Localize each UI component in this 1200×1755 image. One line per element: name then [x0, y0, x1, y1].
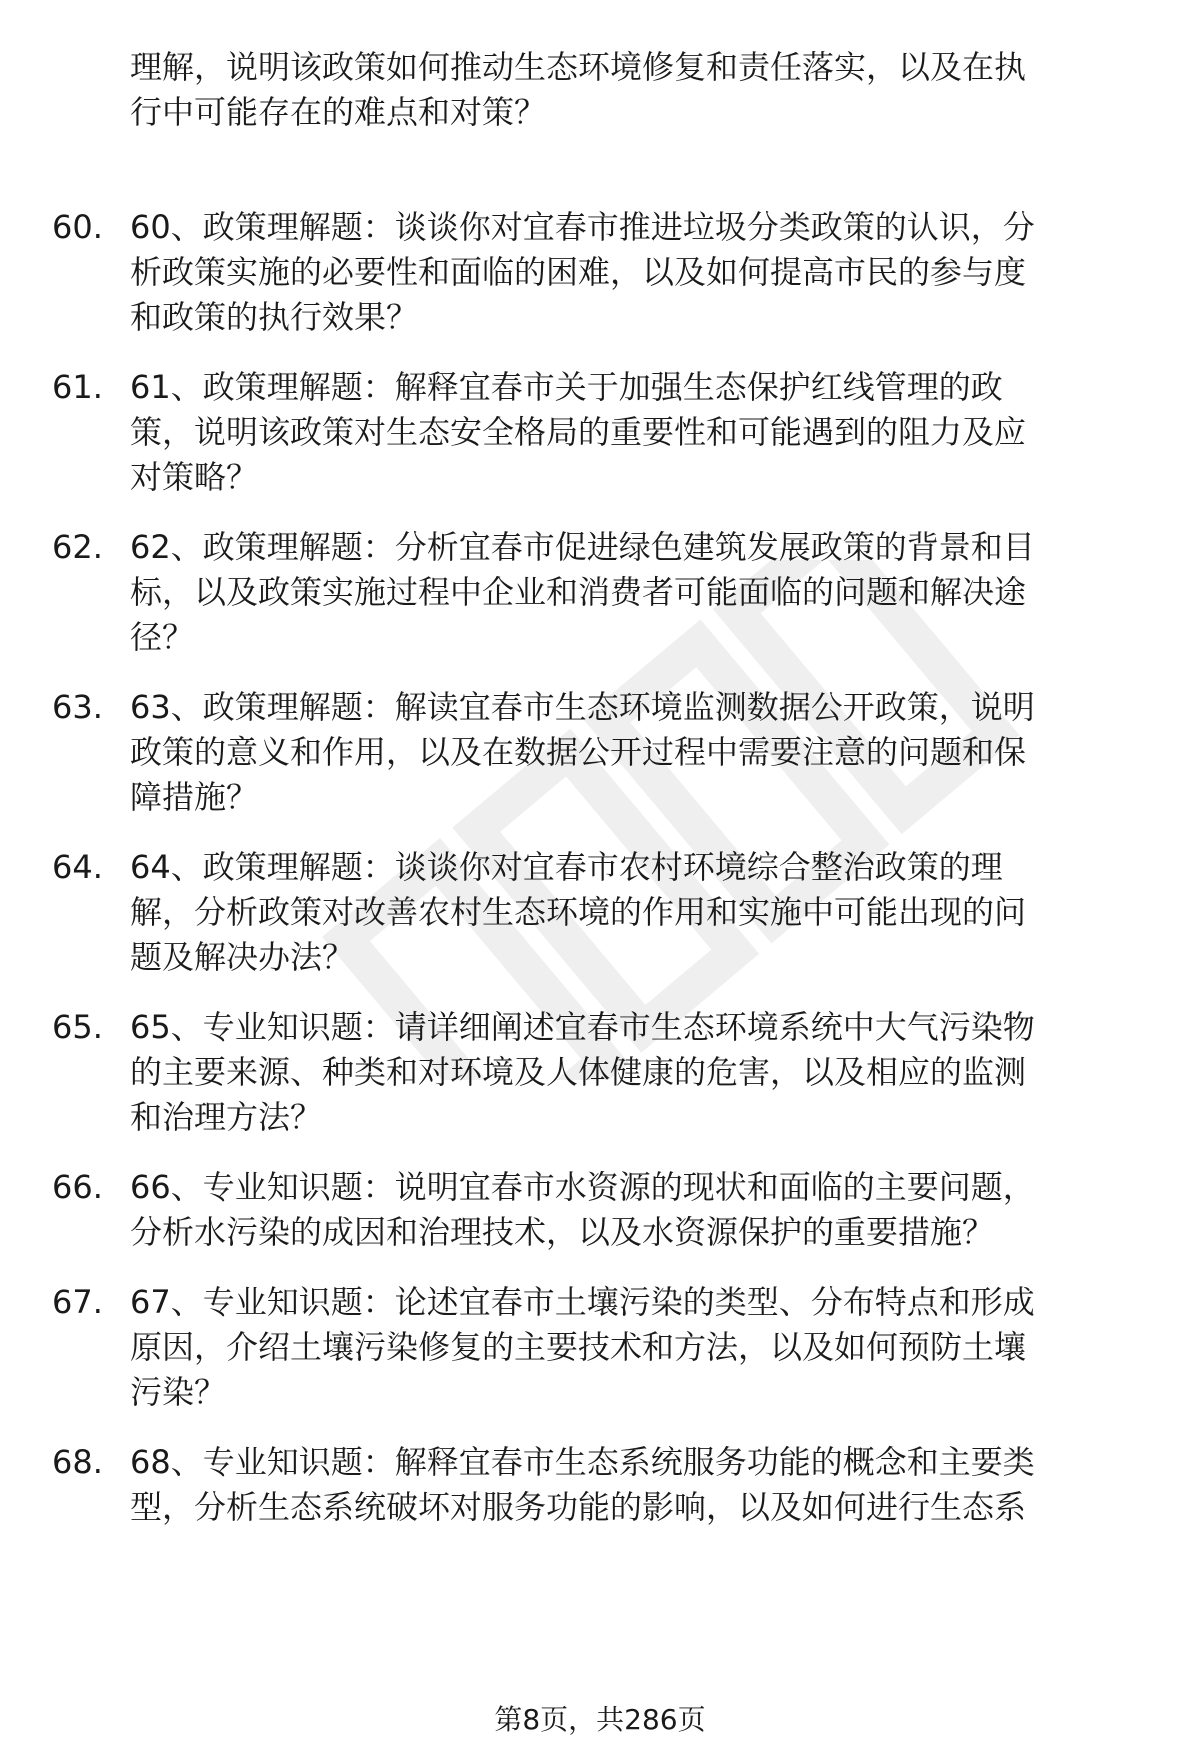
- question-text-line: 政策的意义和作用，以及在数据公开过程中需要注意的问题和保: [130, 733, 1027, 771]
- question-text: [130, 1005, 1150, 1140]
- question-text-line: 63、政策理解题：解读宜春市生态环境监测数据公开政策，说明: [130, 688, 1035, 726]
- question-text-line: 污染？: [130, 1373, 227, 1411]
- question-text-line: 径？: [130, 618, 195, 656]
- question-text-line: 60、政策理解题：谈谈你对宜春市推进垃圾分类政策的认识，分: [130, 208, 1035, 246]
- question-text: [130, 1440, 1150, 1530]
- question-text-line: 对策略？: [130, 458, 259, 496]
- question-text: [130, 685, 1150, 820]
- question-number: 61.: [52, 368, 103, 406]
- question-text-line: 型，分析生态系统破坏对服务功能的影响，以及如何进行生态系: [130, 1488, 1027, 1526]
- question-text-line: 和政策的执行效果？: [130, 298, 419, 336]
- question-number: 65.: [52, 1008, 103, 1046]
- question-text-line: 析政策实施的必要性和面临的困难，以及如何提高市民的参与度: [130, 253, 1027, 291]
- question-number: 63.: [52, 688, 103, 726]
- question-text: [130, 205, 1150, 340]
- question-text-line: 和治理方法？: [130, 1098, 323, 1136]
- question-text-line: 策，说明该政策对生态安全格局的重要性和可能遇到的阻力及应: [130, 413, 1027, 451]
- question-text-line: 64、政策理解题：谈谈你对宜春市农村环境综合整治政策的理: [130, 848, 1003, 886]
- question-number: 60.: [52, 208, 103, 246]
- question-number: 64.: [52, 848, 103, 886]
- question-text-line: 标，以及政策实施过程中企业和消费者可能面临的问题和解决途: [130, 573, 1027, 611]
- question-text: [130, 45, 1150, 135]
- question-text-line: 62、政策理解题：分析宜春市促进绿色建筑发展政策的背景和目: [130, 528, 1035, 566]
- question-text-line: 61、政策理解题：解释宜春市关于加强生态保护红线管理的政: [130, 368, 1003, 406]
- question-number: 68.: [52, 1443, 103, 1481]
- question-text: [130, 365, 1150, 500]
- question-text-line: 理解，说明该政策如何推动生态环境修复和责任落实，以及在执: [130, 48, 1027, 86]
- question-text: [130, 845, 1150, 980]
- question-text: [130, 1165, 1150, 1255]
- question-text-line: 解，分析政策对改善农村生态环境的作用和实施中可能出现的问: [130, 893, 1027, 931]
- page-number: 第8页，共286页: [494, 1703, 706, 1736]
- question-text-line: 障措施？: [130, 778, 259, 816]
- page-footer: [0, 1700, 1200, 1740]
- question-text-line: 题及解决办法？: [130, 938, 355, 976]
- question-text-line: 的主要来源、种类和对环境及人体健康的危害，以及相应的监测: [130, 1053, 1027, 1091]
- question-text-line: 行中可能存在的难点和对策？: [130, 93, 547, 131]
- question-text-line: 65、专业知识题：请详细阐述宜春市生态环境系统中大气污染物: [130, 1008, 1035, 1046]
- question-text-line: 68、专业知识题：解释宜春市生态系统服务功能的概念和主要类: [130, 1443, 1035, 1481]
- question-text-line: 66、专业知识题：说明宜春市水资源的现状和面临的主要问题，: [130, 1168, 1035, 1206]
- question-number: 62.: [52, 528, 103, 566]
- question-text: [130, 525, 1150, 660]
- question-text-line: 分析水污染的成因和治理技术，以及水资源保护的重要措施？: [130, 1213, 995, 1251]
- question-number: 67.: [52, 1283, 103, 1321]
- question-text: [130, 1280, 1150, 1415]
- question-text-line: 67、专业知识题：论述宜春市土壤污染的类型、分布特点和形成: [130, 1283, 1035, 1321]
- question-number: 66.: [52, 1168, 103, 1206]
- question-text-line: 原因，介绍土壤污染修复的主要技术和方法，以及如何预防土壤: [130, 1328, 1027, 1366]
